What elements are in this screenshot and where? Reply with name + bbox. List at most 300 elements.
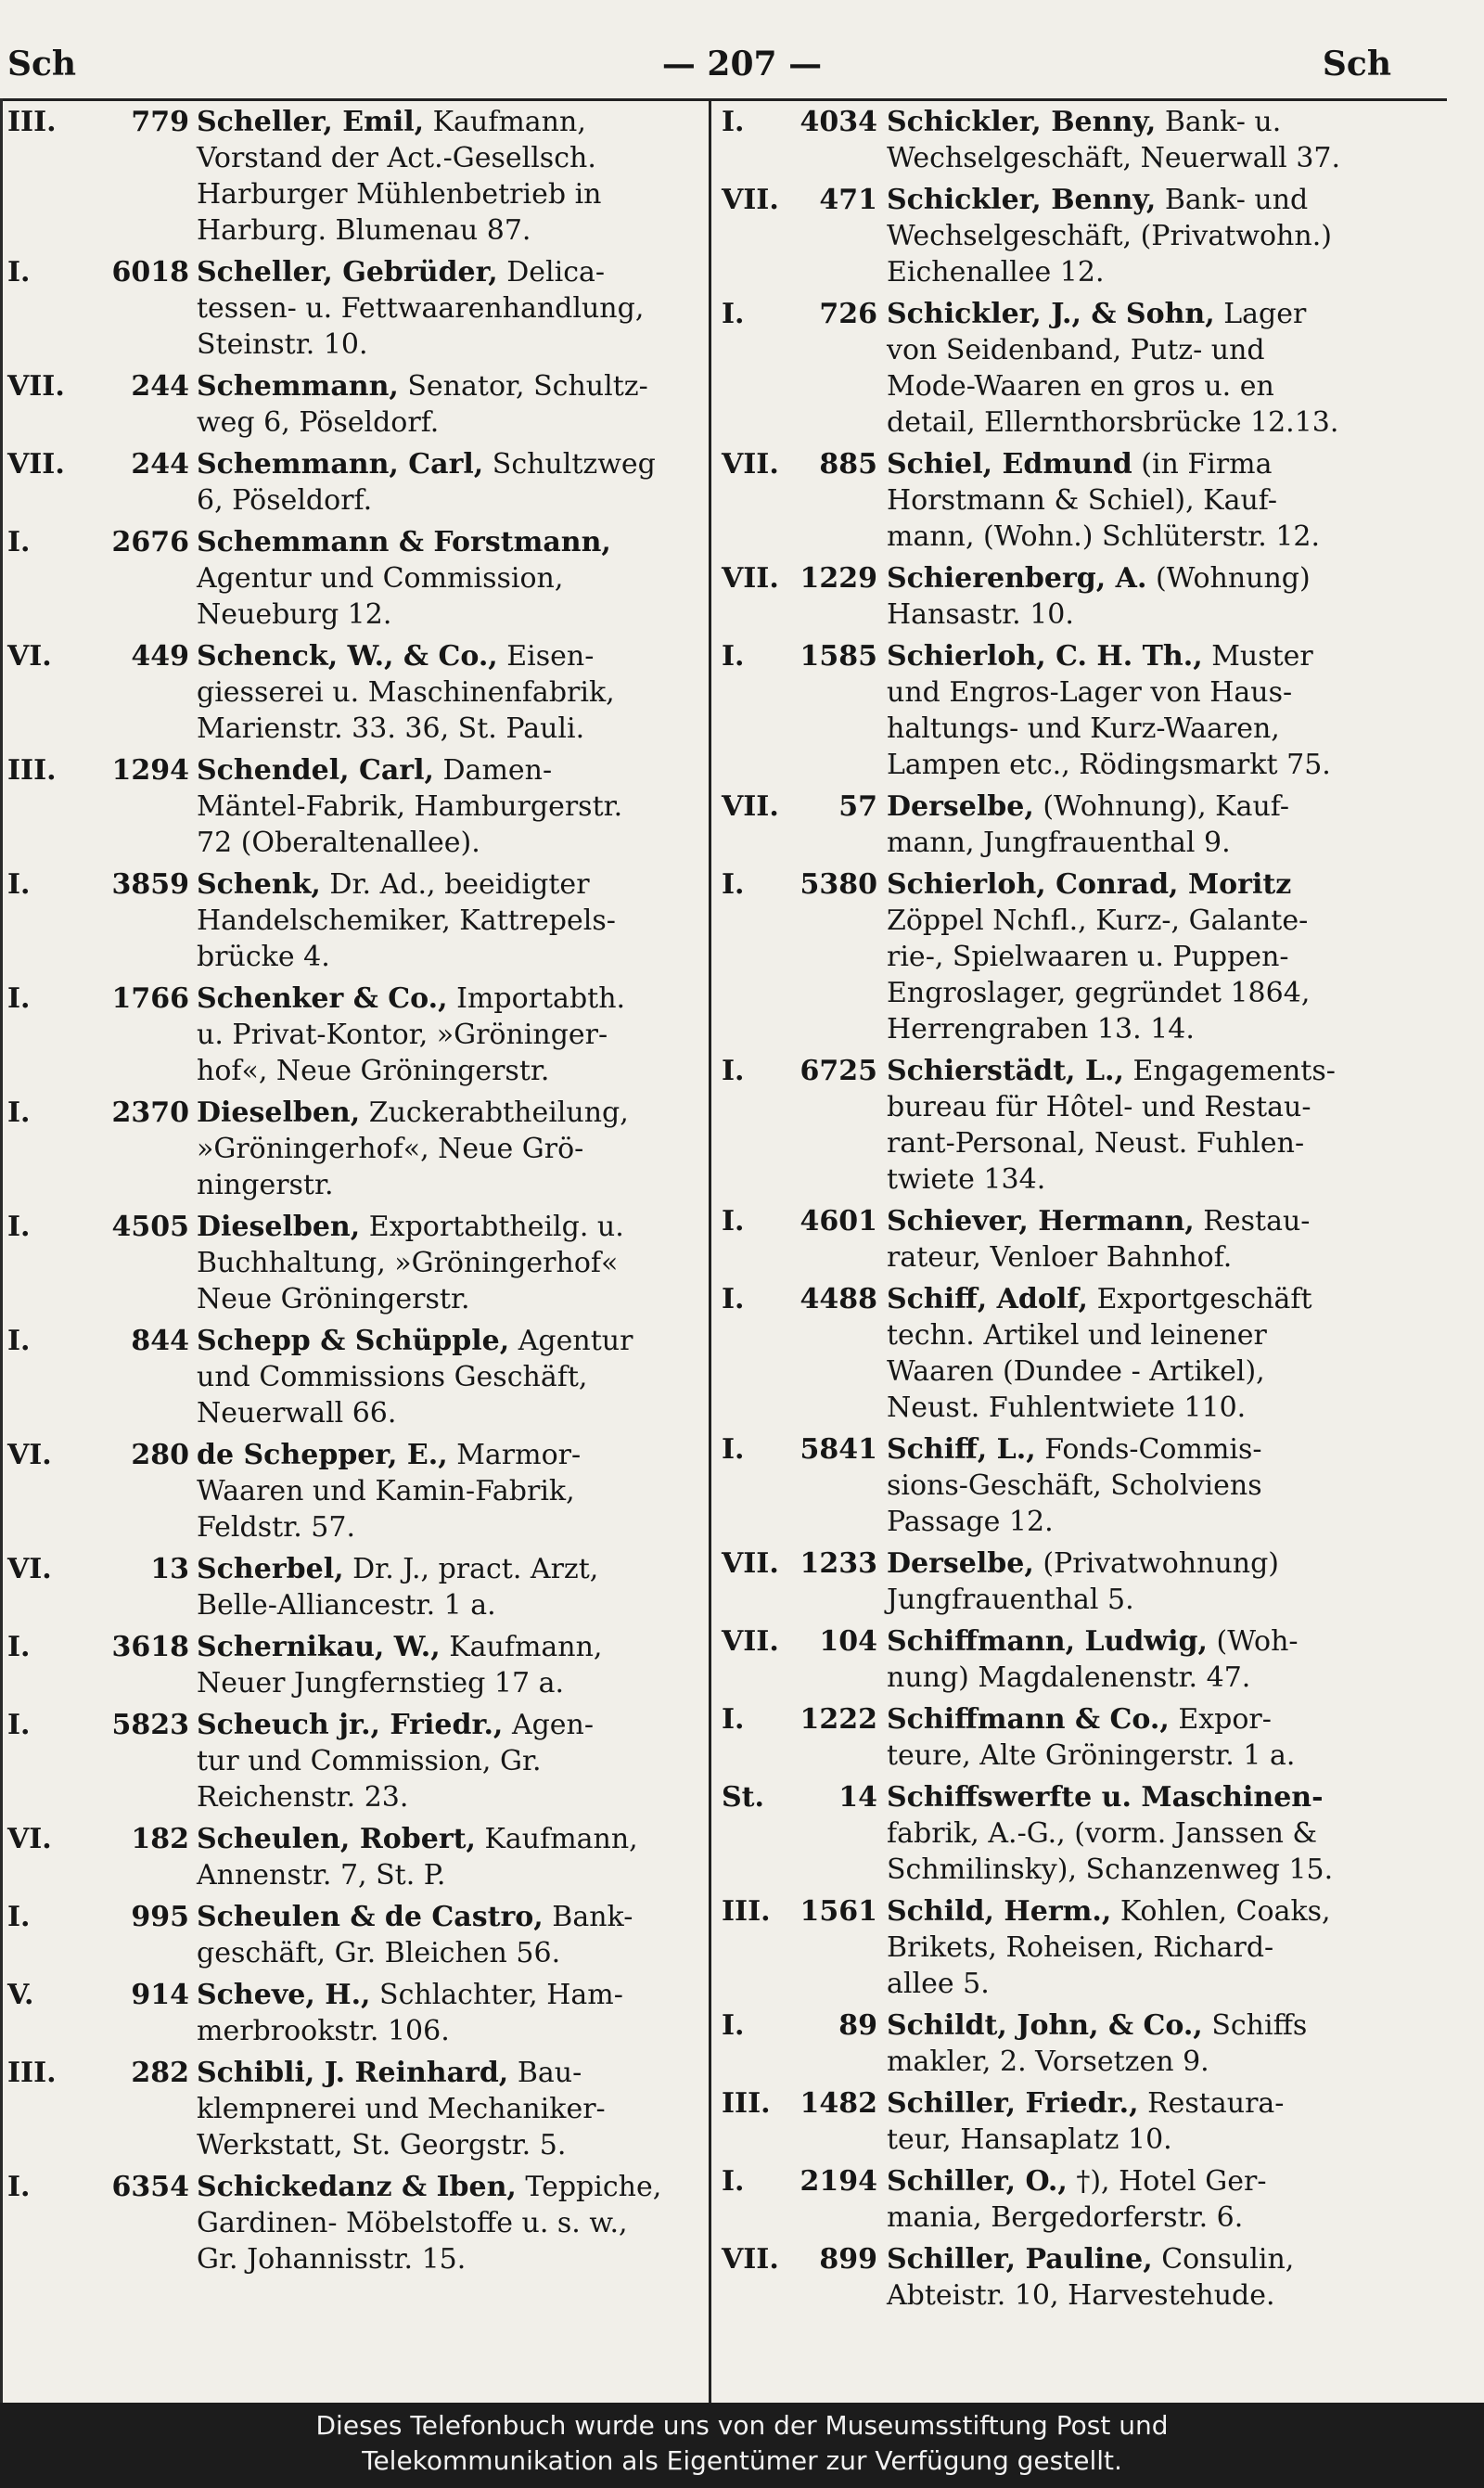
directory-entry bbox=[722, 2007, 1436, 2080]
line-number: 282 bbox=[131, 2057, 189, 2089]
entry-text: Expor- bbox=[1178, 1703, 1272, 1736]
subscriber-name: Schendel, Carl, bbox=[197, 754, 434, 787]
entry-text: fabrik, A.-G., (vorm. Janssen & bbox=[887, 1817, 1318, 1850]
directory-entry bbox=[722, 1623, 1436, 1696]
phone-number bbox=[722, 638, 877, 674]
entry-text: (Privatwohnung) bbox=[1043, 1547, 1279, 1580]
entry-text: »Gröningerhof«, Neue Grö- bbox=[197, 1133, 584, 1165]
subscriber-name: Schickedanz & Iben, bbox=[197, 2171, 517, 2203]
header-rule bbox=[0, 98, 1447, 101]
entry-text: Gr. Johannisstr. 15. bbox=[197, 2243, 467, 2276]
exchange-office: St. bbox=[722, 1781, 764, 1814]
directory-entry bbox=[7, 1323, 692, 1431]
subscriber-name: Schildt, John, & Co., bbox=[887, 2009, 1203, 2042]
entry-text: Neuer Jungfernstieg 17 a. bbox=[197, 1667, 565, 1699]
line-number: 3618 bbox=[111, 1631, 189, 1663]
line-number: 5841 bbox=[800, 1433, 877, 1466]
subscriber-name: Scherbel, bbox=[197, 1553, 344, 1585]
directory-entry bbox=[722, 2163, 1436, 2236]
entry-text: Agen- bbox=[511, 1709, 595, 1741]
entry-text: Handelschemiker, Kattrepels- bbox=[197, 904, 616, 937]
entry-text: mann, Jungfrauenthal 9. bbox=[887, 827, 1231, 859]
entry-text: 72 (Oberaltenallee). bbox=[197, 827, 480, 859]
entry-text: Bank- u. bbox=[1164, 106, 1282, 138]
phone-number bbox=[7, 1629, 189, 1665]
directory-entry bbox=[7, 1551, 692, 1623]
directory-entry bbox=[7, 1437, 692, 1545]
entry-text: (in Firma bbox=[1141, 448, 1273, 481]
exchange-office: I. bbox=[7, 256, 31, 289]
entry-text: Neue Gröningerstr. bbox=[197, 1283, 470, 1315]
line-number: 5823 bbox=[111, 1709, 189, 1741]
directory-entry bbox=[7, 524, 692, 633]
directory-entry bbox=[722, 560, 1436, 633]
entry-text: Gardinen- Möbelstoffe u. s. w., bbox=[197, 2207, 628, 2239]
entry-text: Reichenstr. 23. bbox=[197, 1781, 409, 1814]
subscriber-name: de Schepper, E., bbox=[197, 1439, 448, 1471]
phone-number bbox=[7, 1209, 189, 1245]
line-number: 244 bbox=[131, 370, 189, 403]
subscriber-name: Scheulen, Robert, bbox=[197, 1823, 476, 1855]
directory-entry bbox=[7, 2055, 692, 2163]
exchange-office: I. bbox=[7, 1325, 31, 1357]
subscriber-name: Scheve, H., bbox=[197, 1979, 371, 2011]
exchange-office: VII. bbox=[722, 184, 779, 216]
line-number: 779 bbox=[131, 106, 189, 138]
exchange-office: I. bbox=[7, 982, 31, 1015]
subscriber-name: Schiller, Friedr., bbox=[887, 2087, 1139, 2120]
entry-text: von Seidenband, Putz- und bbox=[887, 334, 1265, 366]
entry-text: Waaren (Dundee - Artikel), bbox=[887, 1355, 1265, 1388]
entry-text: rant-Personal, Neust. Fuhlen- bbox=[887, 1127, 1305, 1160]
phone-number bbox=[722, 1053, 877, 1089]
line-number: 995 bbox=[131, 1901, 189, 1933]
subscriber-name: Schenck, W., & Co., bbox=[197, 640, 498, 673]
entry-text: Exportgeschäft bbox=[1096, 1283, 1312, 1315]
directory-entry bbox=[722, 446, 1436, 555]
phone-number bbox=[7, 866, 189, 903]
exchange-office: III. bbox=[7, 106, 57, 138]
phone-number bbox=[7, 1551, 189, 1587]
entry-text: Belle-Alliancestr. 1 a. bbox=[197, 1589, 496, 1622]
exchange-office: I. bbox=[7, 526, 31, 558]
directory-entry bbox=[7, 1899, 692, 1971]
subscriber-name: Schepp & Schüpple, bbox=[197, 1325, 510, 1357]
entry-text: und Commissions Geschäft, bbox=[197, 1361, 588, 1393]
phone-number bbox=[7, 1323, 189, 1359]
exchange-office: I. bbox=[7, 2171, 31, 2203]
line-number: 6725 bbox=[800, 1055, 877, 1087]
entry-text: Annenstr. 7, St. P. bbox=[197, 1859, 446, 1892]
exchange-office: VI. bbox=[7, 1439, 52, 1471]
entry-text: Neuerwall 66. bbox=[197, 1397, 397, 1430]
subscriber-name: Schickler, J., & Sohn, bbox=[887, 298, 1215, 330]
exchange-office: I. bbox=[7, 1211, 31, 1243]
line-number: 449 bbox=[131, 640, 189, 673]
subscriber-name: Scheller, Gebrüder, bbox=[197, 256, 498, 289]
directory-entry bbox=[722, 1431, 1436, 1540]
phone-number bbox=[722, 1701, 877, 1738]
subscriber-name: Schemmann, Carl, bbox=[197, 448, 484, 481]
entry-text: rie-, Spielwaaren u. Puppen- bbox=[887, 941, 1289, 973]
entry-text: Kohlen, Coaks, bbox=[1119, 1895, 1331, 1928]
entry-text: Harburger Mühlenbetrieb in bbox=[197, 178, 602, 211]
entry-text: Engagements- bbox=[1132, 1055, 1336, 1087]
subscriber-name: Schiff, Adolf, bbox=[887, 1283, 1089, 1315]
entry-text: Neust. Fuhlentwiete 110. bbox=[887, 1391, 1247, 1424]
phone-number bbox=[722, 1779, 877, 1815]
exchange-office: VII. bbox=[722, 790, 779, 823]
entry-text: 6, Pöseldorf. bbox=[197, 484, 373, 517]
subscriber-name: Schiff, L., bbox=[887, 1433, 1036, 1466]
line-number: 2676 bbox=[111, 526, 189, 558]
entry-text: Wechselgeschäft, Neuerwall 37. bbox=[887, 142, 1341, 174]
directory-entry bbox=[722, 1203, 1436, 1276]
subscriber-name: Derselbe, bbox=[887, 790, 1034, 823]
phone-number bbox=[7, 1707, 189, 1743]
directory-entry bbox=[7, 104, 692, 249]
exchange-office: VII. bbox=[7, 448, 65, 481]
directory-entry bbox=[722, 638, 1436, 783]
entry-text: Muster bbox=[1211, 640, 1313, 673]
line-number: 13 bbox=[150, 1553, 189, 1585]
entry-text: brücke 4. bbox=[197, 941, 330, 973]
exchange-office: I. bbox=[722, 1283, 745, 1315]
phone-number bbox=[7, 1977, 189, 2013]
line-number: 471 bbox=[819, 184, 877, 216]
entry-text: techn. Artikel und leinener bbox=[887, 1319, 1267, 1352]
line-number: 1766 bbox=[111, 982, 189, 1015]
phone-number bbox=[7, 981, 189, 1017]
entry-text: Engroslager, gegründet 1864, bbox=[887, 977, 1311, 1009]
line-number: 2370 bbox=[111, 1097, 189, 1129]
subscriber-name: Schiller, Pauline, bbox=[887, 2243, 1153, 2276]
directory-entry bbox=[7, 1095, 692, 1203]
entry-text: Brikets, Roheisen, Richard- bbox=[887, 1931, 1274, 1964]
entry-text: Marmor- bbox=[456, 1439, 582, 1471]
subscriber-name: Schiever, Hermann, bbox=[887, 1205, 1195, 1238]
entry-text: Zöppel Nchfl., Kurz-, Galante- bbox=[887, 904, 1309, 937]
directory-entry bbox=[722, 1053, 1436, 1198]
subscriber-name: Schickler, Benny, bbox=[887, 184, 1157, 216]
exchange-office: I. bbox=[7, 1709, 31, 1741]
entry-text: Kaufmann, bbox=[484, 1823, 638, 1855]
line-number: 1233 bbox=[800, 1547, 877, 1580]
phone-number bbox=[722, 1545, 877, 1582]
entry-text: Marienstr. 33. 36, St. Pauli. bbox=[197, 712, 585, 745]
page-number: — 207 — bbox=[661, 45, 823, 83]
subscriber-name: Schibli, J. Reinhard, bbox=[197, 2057, 509, 2089]
entry-text: Schlachter, Ham- bbox=[379, 1979, 623, 2011]
subscriber-name: Dieselben, bbox=[197, 1097, 361, 1129]
phone-number bbox=[722, 2163, 877, 2199]
entry-text: Agentur und Commission, bbox=[197, 562, 564, 595]
entry-text: Eisen- bbox=[506, 640, 595, 673]
exchange-office: III. bbox=[7, 754, 57, 787]
line-number: 5380 bbox=[800, 868, 877, 901]
subscriber-name: Schernikau, W., bbox=[197, 1631, 441, 1663]
phone-number bbox=[7, 2169, 189, 2205]
line-number: 244 bbox=[131, 448, 189, 481]
footer-line-2: Telekommunikation als Eigentümer zur Verfügung gestellt. bbox=[362, 2445, 1122, 2476]
footer-line-1: Dieses Telefonbuch wurde uns von der Museumsstiftung Post und bbox=[315, 2410, 1169, 2441]
entry-text: Kaufmann, bbox=[449, 1631, 603, 1663]
entry-text: twiete 134. bbox=[887, 1163, 1046, 1196]
phone-number bbox=[722, 104, 877, 140]
directory-entry bbox=[722, 866, 1436, 1047]
phone-number bbox=[722, 560, 877, 596]
entry-text: Horstmann & Schiel), Kauf- bbox=[887, 484, 1277, 517]
line-number: 1294 bbox=[111, 754, 189, 787]
subscriber-name: Scheller, Emil, bbox=[197, 106, 425, 138]
entry-text: merbrookstr. 106. bbox=[197, 2015, 450, 2047]
exchange-office: III. bbox=[7, 2057, 57, 2089]
entry-text: Eichenallee 12. bbox=[887, 256, 1105, 289]
exchange-office: I. bbox=[722, 2009, 745, 2042]
entry-text: und Engros-Lager von Haus- bbox=[887, 676, 1293, 709]
entry-text: Mäntel-Fabrik, Hamburgerstr. bbox=[197, 790, 623, 823]
entry-text: (Wohnung) bbox=[1155, 562, 1311, 595]
phone-number bbox=[7, 1899, 189, 1935]
line-number: 2194 bbox=[800, 2165, 877, 2198]
entry-text: rateur, Venloer Bahnhof. bbox=[887, 1241, 1233, 1274]
exchange-office: I. bbox=[722, 640, 745, 673]
entry-text: giesserei u. Maschinenfabrik, bbox=[197, 676, 615, 709]
entry-text: Teppiche, bbox=[525, 2171, 662, 2203]
subscriber-name: Schierstädt, L., bbox=[887, 1055, 1124, 1087]
exchange-office: I. bbox=[722, 106, 745, 138]
exchange-office: I. bbox=[722, 2165, 745, 2198]
right-column bbox=[722, 104, 1436, 2319]
exchange-office: I. bbox=[722, 298, 745, 330]
line-number: 280 bbox=[131, 1439, 189, 1471]
subscriber-name: Schiffmann & Co., bbox=[887, 1703, 1170, 1736]
entry-text: mann, (Wohn.) Schlüterstr. 12. bbox=[887, 520, 1321, 553]
phone-number bbox=[722, 2007, 877, 2044]
entry-text: sions-Geschäft, Scholviens bbox=[887, 1469, 1262, 1502]
entry-text: klempnerei und Mechaniker- bbox=[197, 2093, 606, 2125]
entry-text: tur und Commission, Gr. bbox=[197, 1745, 542, 1777]
entry-text: Schmilinsky), Schanzenweg 15. bbox=[887, 1853, 1334, 1886]
line-number: 4505 bbox=[111, 1211, 189, 1243]
entry-text: bureau für Hôtel- und Restau- bbox=[887, 1091, 1311, 1123]
exchange-office: III. bbox=[722, 2087, 771, 2120]
entry-text: hof«, Neue Gröningerstr. bbox=[197, 1055, 550, 1087]
entry-text: Schultzweg bbox=[492, 448, 656, 481]
entry-text: makler, 2. Vorsetzen 9. bbox=[887, 2046, 1209, 2078]
subscriber-name: Schild, Herm., bbox=[887, 1895, 1112, 1928]
subscriber-name: Dieselben, bbox=[197, 1211, 361, 1243]
exchange-office: I. bbox=[7, 1631, 31, 1663]
line-number: 182 bbox=[131, 1823, 189, 1855]
directory-entry bbox=[7, 1209, 692, 1317]
entry-text: Herrengraben 13. 14. bbox=[887, 1013, 1195, 1045]
subscriber-name: Scheuch jr., Friedr., bbox=[197, 1709, 504, 1741]
phone-number bbox=[722, 2085, 877, 2122]
entry-text: Buchhaltung, »Gröningerhof« bbox=[197, 1247, 619, 1279]
entry-text: Wechselgeschäft, (Privatwohn.) bbox=[887, 220, 1332, 252]
line-number: 1229 bbox=[800, 562, 877, 595]
entry-text: nung) Magdalenenstr. 47. bbox=[887, 1661, 1251, 1694]
entry-text: Feldstr. 57. bbox=[197, 1511, 356, 1544]
directory-entry bbox=[722, 2085, 1436, 2158]
entry-text: Waaren und Kamin-Fabrik, bbox=[197, 1475, 575, 1507]
line-number: 1585 bbox=[800, 640, 877, 673]
subscriber-name: Schickler, Benny, bbox=[887, 106, 1157, 138]
exchange-office: I. bbox=[722, 1205, 745, 1238]
line-number: 89 bbox=[838, 2009, 877, 2042]
entry-text: Damen- bbox=[442, 754, 553, 787]
directory-entry bbox=[7, 2169, 692, 2277]
subscriber-name: Schierenberg, A. bbox=[887, 562, 1147, 595]
directory-entry bbox=[722, 296, 1436, 441]
left-column bbox=[7, 104, 692, 2283]
exchange-office: I. bbox=[7, 1901, 31, 1933]
entry-text: Lampen etc., Rödingsmarkt 75. bbox=[887, 749, 1331, 781]
line-number: 844 bbox=[131, 1325, 189, 1357]
exchange-office: I. bbox=[722, 868, 745, 901]
line-number: 4488 bbox=[800, 1283, 877, 1315]
exchange-office: I. bbox=[722, 1433, 745, 1466]
entry-text: Hansastr. 10. bbox=[887, 598, 1074, 631]
line-number: 3859 bbox=[111, 868, 189, 901]
directory-entry bbox=[722, 1281, 1436, 1426]
phone-number bbox=[722, 182, 877, 218]
header-right-guide: Sch bbox=[1322, 45, 1391, 83]
entry-text: mania, Bergedorferstr. 6. bbox=[887, 2201, 1244, 2234]
directory-entry bbox=[7, 638, 692, 747]
line-number: 1222 bbox=[800, 1703, 877, 1736]
subscriber-name: Schierloh, C. H. Th., bbox=[887, 640, 1203, 673]
entry-text: Fonds-Commis- bbox=[1044, 1433, 1262, 1466]
subscriber-name: Schemmann & Forstmann, bbox=[197, 526, 611, 558]
entry-text: Abteistr. 10, Harvestehude. bbox=[887, 2279, 1275, 2312]
line-number: 885 bbox=[819, 448, 877, 481]
entry-text: Restaura- bbox=[1147, 2087, 1285, 2120]
phone-number bbox=[7, 1821, 189, 1857]
phone-number bbox=[722, 446, 877, 482]
line-number: 1561 bbox=[800, 1895, 877, 1928]
subscriber-name: Derselbe, bbox=[887, 1547, 1034, 1580]
directory-entry bbox=[722, 789, 1436, 861]
directory-entry bbox=[7, 866, 692, 975]
entry-text: Senator, Schultz- bbox=[407, 370, 648, 403]
entry-text: Consulin, bbox=[1161, 2243, 1295, 2276]
phone-number bbox=[7, 1437, 189, 1473]
exchange-office: VII. bbox=[722, 2243, 779, 2276]
entry-text: tessen- u. Fettwaarenhandlung, bbox=[197, 292, 645, 325]
entry-text: Bau- bbox=[517, 2057, 582, 2089]
entry-text: †), Hotel Ger- bbox=[1076, 2165, 1267, 2198]
phone-number bbox=[722, 789, 877, 825]
line-number: 57 bbox=[838, 790, 877, 823]
entry-text: Vorstand der Act.-Gesellsch. bbox=[197, 142, 596, 174]
exchange-office: VI. bbox=[7, 1553, 52, 1585]
directory-entry bbox=[722, 1893, 1436, 2002]
exchange-office: I. bbox=[7, 1097, 31, 1129]
phone-number bbox=[722, 1431, 877, 1468]
entry-text: teur, Hansaplatz 10. bbox=[887, 2123, 1172, 2156]
directory-entry bbox=[7, 368, 692, 441]
phone-number bbox=[7, 752, 189, 789]
phone-number bbox=[7, 446, 189, 482]
line-number: 1482 bbox=[800, 2087, 877, 2120]
entry-text: ningerstr. bbox=[197, 1169, 334, 1201]
entry-text: u. Privat-Kontor, »Gröninger- bbox=[197, 1019, 608, 1051]
directory-entry bbox=[722, 182, 1436, 290]
entry-text: Exportabtheilg. u. bbox=[368, 1211, 624, 1243]
exchange-office: III. bbox=[722, 1895, 771, 1928]
phone-number bbox=[7, 368, 189, 404]
line-number: 726 bbox=[819, 298, 877, 330]
phone-number bbox=[722, 866, 877, 903]
line-number: 899 bbox=[819, 2243, 877, 2276]
subscriber-name: Scheulen & de Castro, bbox=[197, 1901, 544, 1933]
exchange-office: VII. bbox=[722, 1625, 779, 1658]
directory-entry bbox=[722, 1545, 1436, 1618]
entry-text: detail, Ellernthorsbrücke 12.13. bbox=[887, 406, 1339, 439]
left-edge-rule bbox=[0, 98, 3, 2403]
phone-number bbox=[722, 2241, 877, 2277]
phone-number bbox=[7, 2055, 189, 2091]
directory-entry bbox=[7, 254, 692, 363]
entry-text: Steinstr. 10. bbox=[197, 328, 368, 361]
entry-text: Lager bbox=[1223, 298, 1307, 330]
entry-text: Restau- bbox=[1203, 1205, 1311, 1238]
entry-text: (Wohnung), Kauf- bbox=[1043, 790, 1289, 823]
entry-text: Schiffs bbox=[1211, 2009, 1308, 2042]
entry-text: teure, Alte Gröningerstr. 1 a. bbox=[887, 1739, 1296, 1772]
directory-entry bbox=[7, 752, 692, 861]
directory-entry bbox=[7, 981, 692, 1089]
subscriber-name: Schiffswerfte u. Maschinen- bbox=[887, 1781, 1324, 1814]
exchange-office: VII. bbox=[7, 370, 65, 403]
entry-text: haltungs- und Kurz-Waaren, bbox=[887, 712, 1280, 745]
line-number: 104 bbox=[819, 1625, 877, 1658]
line-number: 4034 bbox=[800, 106, 877, 138]
line-number: 914 bbox=[131, 1979, 189, 2011]
subscriber-name: Schenk, bbox=[197, 868, 321, 901]
exchange-office: VI. bbox=[7, 640, 52, 673]
phone-number bbox=[7, 1095, 189, 1131]
footer-notice bbox=[0, 2403, 1484, 2488]
exchange-office: VI. bbox=[7, 1823, 52, 1855]
subscriber-name: Schiller, O., bbox=[887, 2165, 1068, 2198]
exchange-office: I. bbox=[7, 868, 31, 901]
entry-text: Werkstatt, St. Georgstr. 5. bbox=[197, 2129, 567, 2161]
entry-text: Dr. J., pract. Arzt, bbox=[352, 1553, 599, 1585]
entry-text: allee 5. bbox=[887, 1968, 990, 2000]
phone-number bbox=[7, 638, 189, 674]
directory-entry bbox=[722, 1701, 1436, 1774]
directory-entry bbox=[7, 446, 692, 519]
line-number: 14 bbox=[838, 1781, 877, 1814]
phone-number bbox=[7, 524, 189, 560]
column-divider bbox=[709, 100, 711, 2403]
phone-number bbox=[7, 104, 189, 140]
phone-number bbox=[722, 1281, 877, 1317]
directory-entry bbox=[7, 1629, 692, 1701]
subscriber-name: Schierloh, Conrad, Moritz bbox=[887, 868, 1292, 901]
exchange-office: VII. bbox=[722, 1547, 779, 1580]
entry-text: Neueburg 12. bbox=[197, 598, 392, 631]
directory-entry bbox=[7, 1977, 692, 2049]
line-number: 4601 bbox=[800, 1205, 877, 1238]
phone-number bbox=[722, 1623, 877, 1660]
subscriber-name: Schenker & Co., bbox=[197, 982, 448, 1015]
entry-text: Bank- bbox=[552, 1901, 633, 1933]
entry-text: (Woh- bbox=[1216, 1625, 1298, 1658]
